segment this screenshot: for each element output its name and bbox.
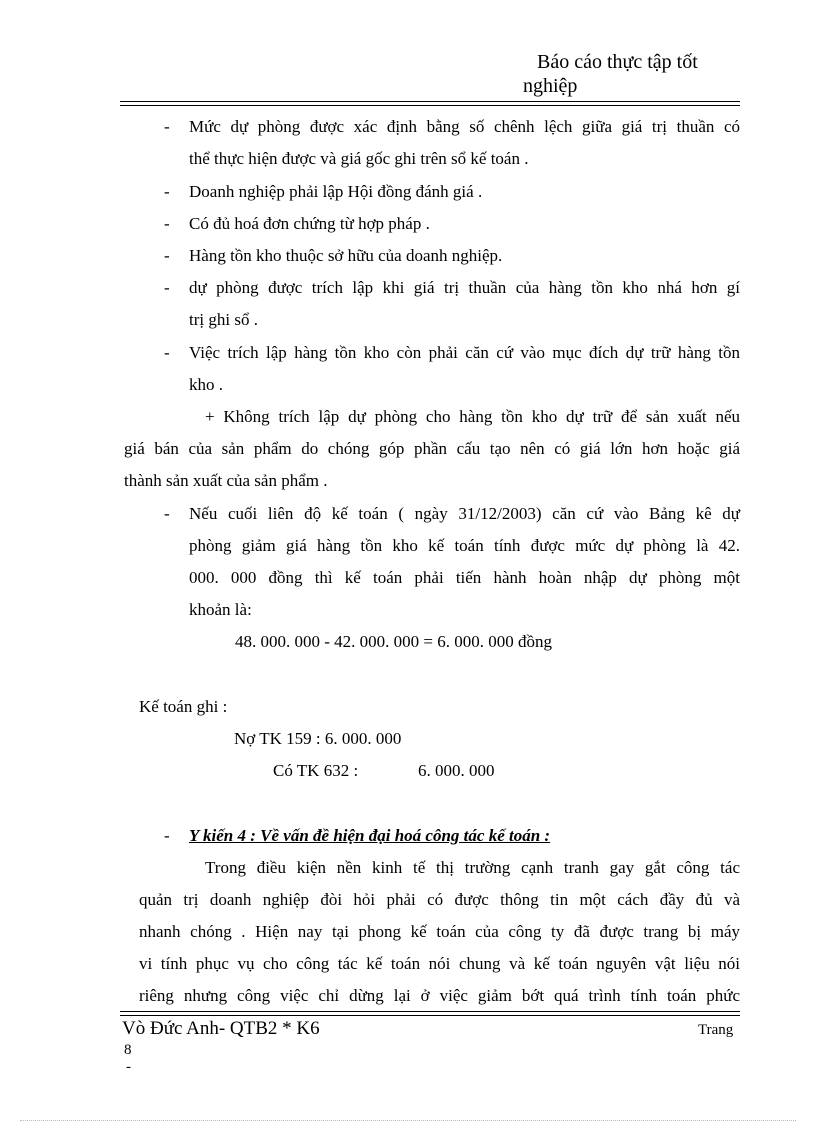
- section-heading-y-kien-4: Y kiến 4 : Về vấn đề hiện đại hoá công tác kế toán :: [189, 826, 551, 845]
- paragraph-2-line-4: vi tính phục vụ cho công tác kế toán nói chung và kế toán nguyên vật liệu nói: [139, 954, 740, 973]
- paragraph-2-line-5: riêng nhưng công việc chỉ dừng lại ở việc giảm bớt quá trình tính toán phức: [139, 986, 740, 1005]
- footer-dash: -: [126, 1059, 131, 1075]
- debit-entry: Nợ TK 159 : 6. 000. 000: [234, 729, 402, 748]
- bullet-5-line-1: dự phòng được trích lập khi giá trị thuần của hàng tồn kho nhá hơn gí: [189, 278, 740, 297]
- bullet-marker: -: [164, 214, 170, 233]
- paragraph-1-line-1: + Không trích lập dự phòng cho hàng tồn kho dự trữ để sản xuất nếu: [205, 407, 740, 426]
- bullet-4: Hàng tồn kho thuộc sở hữu của doanh nghiệp.: [189, 246, 503, 265]
- bullet-5-line-2: trị ghi sổ .: [189, 310, 258, 329]
- credit-entry-label: Có TK 632 :: [273, 761, 359, 780]
- bullet-7-line-3: 000. 000 đồng thì kế toán phải tiến hành hoàn nhập dự phòng một: [189, 568, 740, 587]
- page-bottom-dotted-line: [20, 1120, 796, 1121]
- bullet-6-line-2: kho .: [189, 375, 223, 394]
- bullet-2: Doanh nghiệp phải lập Hội đồng đánh giá .: [189, 182, 483, 201]
- header-title-line-1: Báo cáo thực tập tốt: [537, 51, 698, 73]
- bullet-marker: -: [164, 826, 170, 845]
- bullet-7-line-2: phòng giảm giá hàng tồn kho kế toán tính được mức dự phòng là 42.: [189, 536, 740, 555]
- paragraph-2-line-2: quản trị doanh nghiệp đòi hỏi phải có được thông tin một cách đầy đủ và: [139, 890, 740, 909]
- bullet-marker: -: [164, 182, 170, 201]
- ke-toan-ghi-label: Kế toán ghi :: [139, 697, 228, 716]
- calculation-line: 48. 000. 000 - 42. 000. 000 = 6. 000. 000 đồng: [235, 632, 552, 651]
- bullet-marker: -: [164, 504, 170, 523]
- bullet-3: Có đủ hoá đơn chứng từ hợp pháp .: [189, 214, 430, 233]
- footer-author: Vò Đức Anh- QTB2 * K6: [122, 1018, 320, 1039]
- paragraph-2-line-3: nhanh chóng . Hiện nay tại phong kế toán của công ty đã được trang bị máy: [139, 922, 740, 941]
- credit-entry-value: 6. 000. 000: [418, 761, 495, 780]
- paragraph-1-line-3: thành sản xuất của sản phẩm .: [124, 471, 328, 490]
- paragraph-1-line-2: giá bán của sản phẩm do chóng góp phần cấu tạo nên có giá lớn hơn hoặc giá: [124, 439, 740, 458]
- bullet-marker: -: [164, 117, 170, 136]
- bullet-7-line-4: khoản là:: [189, 600, 252, 619]
- page-header-title: [523, 50, 743, 98]
- bullet-1-line-2: thể thực hiện được và giá gốc ghi trên sổ kế toán .: [189, 149, 529, 168]
- header-title-line-2: nghiệp: [523, 75, 578, 97]
- footer-page-number: 8: [124, 1042, 132, 1058]
- bullet-marker: -: [164, 343, 170, 362]
- header-rule: [120, 101, 740, 106]
- paragraph-2-line-1: Trong điều kiện nền kinh tế thị trường cạnh tranh gay gắt công tác: [205, 858, 740, 877]
- footer-rule: [120, 1011, 740, 1016]
- bullet-7-line-1: Nếu cuối liên độ kế toán ( ngày 31/12/2003) căn cứ vào Bảng kê dự: [189, 504, 740, 523]
- bullet-marker: -: [164, 278, 170, 297]
- bullet-6-line-1: Việc trích lập hàng tồn kho còn phải căn cứ vào mục đích dự trữ hàng tồn: [189, 343, 740, 362]
- bullet-1-line-1: Mức dự phòng được xác định bằng số chênh lệch giữa giá trị thuần có: [189, 117, 740, 136]
- footer-trang-label: Trang: [698, 1022, 734, 1038]
- bullet-marker: -: [164, 246, 170, 265]
